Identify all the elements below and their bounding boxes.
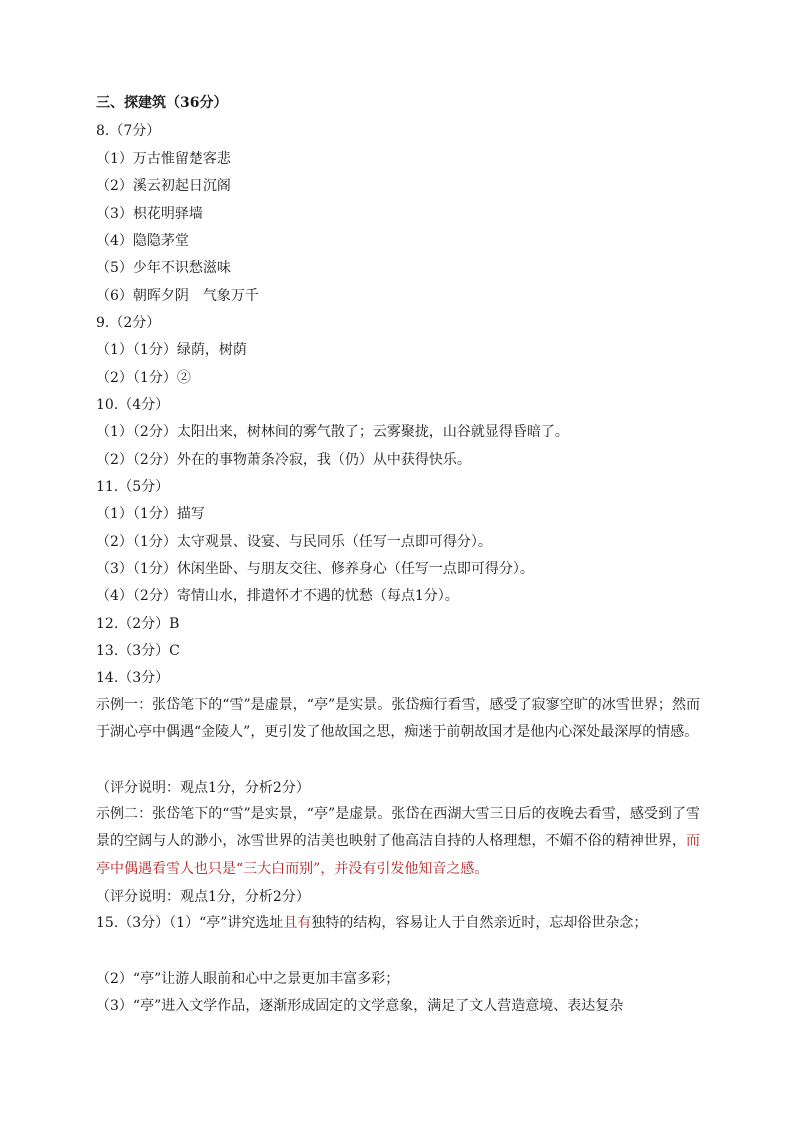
q9-heading: 9.（2分） xyxy=(96,315,161,331)
q15-part-1-text-a: 15.（3分）（1）“亭”讲究选址 xyxy=(96,915,284,931)
q13-answer: 13.（3分）C xyxy=(96,643,180,659)
q10-item-2: （2）（2分）外在的事物萧条冷寂，我（仍）从中获得快乐。 xyxy=(96,452,471,468)
q11-item-4: （4）（2分）寄情山水，排遣怀才不遇的忧愁（每点1分）。 xyxy=(96,588,459,604)
q10-item-1: （1）（2分）太阳出来，树林间的雾气散了；云雾聚拢，山谷就显得昏暗了。 xyxy=(96,424,569,440)
q14-heading: 14.（3分） xyxy=(96,670,170,686)
q15-part-3: （3）“亭”进入文学作品，逐渐形成固定的文学意象，满足了文人营造意境、表达复杂 xyxy=(96,998,624,1014)
q14-scoring-note-2: （评分说明：观点1分，分析2分） xyxy=(96,889,310,905)
q15-part-1-highlight: 且有 xyxy=(283,915,312,931)
q12-answer: 12.（2分）B xyxy=(96,616,180,632)
q8-item-2: （2）溪云初起日沉阁 xyxy=(96,178,231,194)
q9-item-1: （1）（1分）绿荫，树荫 xyxy=(96,342,247,358)
q11-item-1: （1）（1分）描写 xyxy=(96,506,205,522)
q11-item-2: （2）（1分）太守观景、设宴、与民同乐（任写一点即可得分）。 xyxy=(96,534,492,550)
q11-heading: 11.（5分） xyxy=(96,479,170,495)
q10-heading: 10.（4分） xyxy=(96,397,170,413)
q15-part-1-text-b: 独特的结构，容易让人于自然亲近时，忘却俗世杂念； xyxy=(311,915,648,931)
q8-heading: 8.（7分） xyxy=(96,123,161,139)
q8-item-5: （5）少年不识愁滋味 xyxy=(96,260,231,276)
q15-part-1 xyxy=(96,910,700,937)
q14-example-1: 示例一：张岱笔下的“雪”是虚景，“亭”是实景。张岱痴行看雪，感受了寂寥空旷的冰雪世界；然而于湖心亭中偶遇“金陵人”，更引发了他故国之思，痴迷于前朝故国才是他内心深处最深厚的情感。 xyxy=(96,697,700,741)
q15-part-2: （2）“亭”让游人眼前和心中之景更加丰富多彩； xyxy=(96,971,400,987)
q9-item-2: （2）（1分）② xyxy=(96,370,191,386)
q14-example-2-text: 示例二：张岱笔下的“雪”是实景，“亭”是虚景。张岱在西湖大雪三日后的夜晚去看雪，感受到了雪景的空阔与人的渺小，冰雪世界的洁美也映射了他高洁自持的人格理想，不媚不俗的精神世界， xyxy=(96,806,700,850)
q14-example-2 xyxy=(96,801,700,883)
q14-scoring-note-1: （评分说明：观点1分，分析2分） xyxy=(96,780,310,796)
q8-item-4: （4）隐隐茅堂 xyxy=(96,233,189,249)
q14-example-2-highlight: 而亭中偶遇看雪人也只是“三大白而别”，并没有引发他知音之感。 xyxy=(96,833,700,877)
q8-item-1: （1）万古惟留楚客悲 xyxy=(96,151,231,167)
section-title: 三、探建筑（36分） xyxy=(96,95,228,111)
q11-item-3: （3）（1分）休闲坐卧、与朋友交往、修养身心（任写一点即可得分）。 xyxy=(96,561,534,577)
q8-item-6: （6）朝晖夕阴 气象万千 xyxy=(96,288,259,304)
q8-item-3: （3）枳花明驿墙 xyxy=(96,206,203,222)
